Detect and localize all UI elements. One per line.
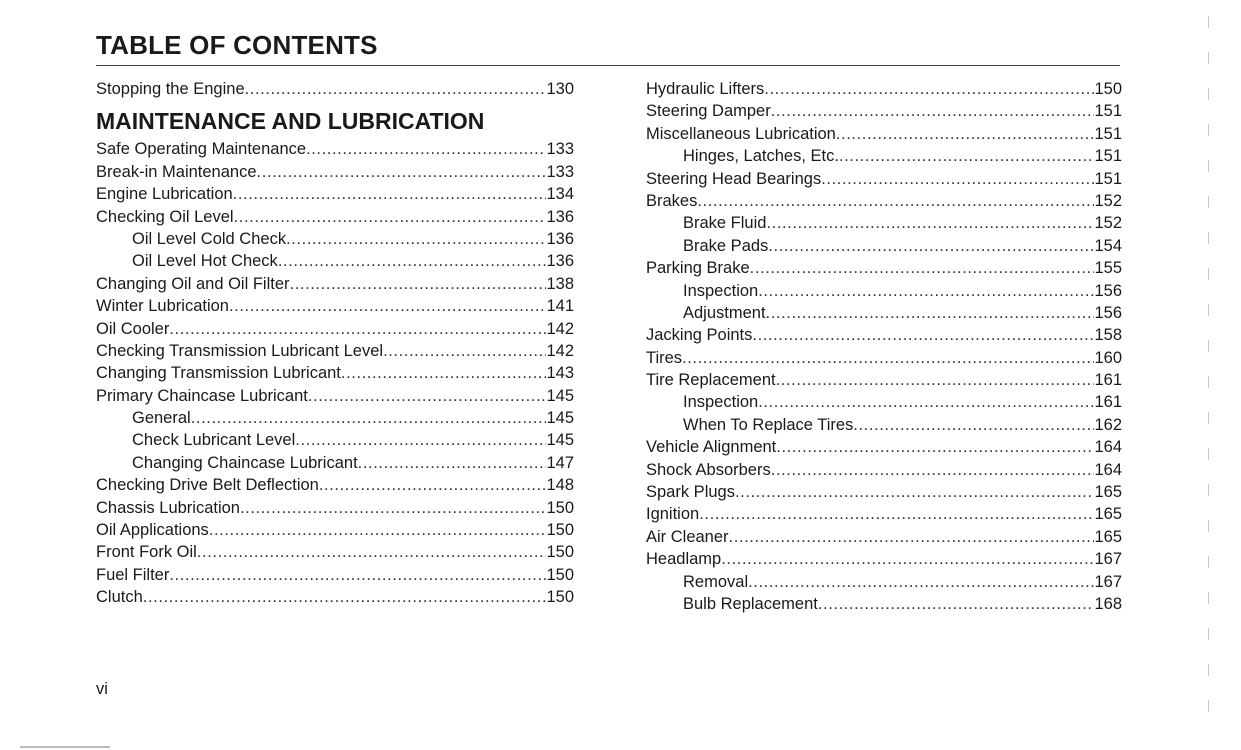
toc-entry-page: 150 — [546, 498, 574, 517]
toc-entry-page: 136 — [546, 229, 574, 248]
toc-entry-title: Oil Applications — [96, 521, 209, 540]
toc-right-entries — [646, 78, 1122, 615]
toc-entry-page: 150 — [546, 543, 574, 562]
toc-entry[interactable] — [96, 228, 574, 250]
edge-mark — [1208, 520, 1209, 532]
page-number: vi — [96, 680, 108, 698]
toc-entry-page: 165 — [1094, 483, 1122, 502]
edge-mark — [1208, 376, 1209, 388]
dot-leader — [839, 145, 1095, 167]
toc-entry-title: Break-in Maintenance — [96, 162, 257, 181]
toc-entry[interactable] — [96, 429, 574, 451]
toc-entry[interactable] — [646, 280, 1122, 302]
toc-entry[interactable] — [646, 571, 1122, 593]
dot-leader — [776, 369, 1095, 391]
toc-entry-title: Spark Plugs — [646, 483, 735, 502]
toc-entry-page: 151 — [1094, 147, 1122, 166]
dot-leader — [169, 564, 546, 586]
toc-entry-page: 162 — [1094, 415, 1122, 434]
dot-leader — [358, 452, 547, 474]
toc-entry-title: Stopping the Engine — [96, 80, 245, 98]
toc-entry-page: 165 — [1094, 527, 1122, 546]
dot-leader — [257, 161, 547, 183]
toc-entry-page: 145 — [546, 431, 574, 450]
dot-leader — [233, 183, 547, 205]
toc-entry-title: Shock Absorbers — [646, 460, 771, 479]
toc-entry-page: 154 — [1094, 236, 1122, 255]
toc-entry-title: Brake Fluid — [683, 214, 767, 233]
edge-mark — [1208, 340, 1209, 352]
toc-entry-page: 150 — [546, 565, 574, 584]
edge-mark — [1208, 484, 1209, 496]
toc-entry-title: Hydraulic Lifters — [646, 80, 765, 98]
edge-mark — [1208, 304, 1209, 316]
dot-leader — [766, 302, 1095, 324]
toc-entry[interactable] — [646, 302, 1122, 324]
toc-entry-title: Fuel Filter — [96, 565, 170, 584]
toc-entry[interactable] — [646, 257, 1122, 279]
toc-entry[interactable] — [646, 548, 1122, 570]
toc-entry[interactable] — [96, 78, 574, 100]
toc-entry-title: Tires — [646, 348, 683, 367]
toc-entry-title: Check Lubricant Level — [132, 431, 296, 450]
toc-entry-page: 133 — [546, 140, 574, 159]
toc-entry-page: 161 — [1094, 371, 1122, 390]
edge-mark — [1208, 88, 1209, 100]
toc-entry[interactable] — [96, 452, 574, 474]
toc-entry-title: Checking Oil Level — [96, 207, 234, 226]
edge-mark — [1208, 628, 1209, 640]
edge-mark — [1208, 196, 1209, 208]
toc-entry-title: Miscellaneous Lubrication — [646, 124, 836, 143]
toc-entry-page: 133 — [546, 162, 574, 181]
toc-entry[interactable] — [646, 459, 1122, 481]
toc-entry[interactable] — [646, 347, 1122, 369]
dot-leader — [776, 436, 1094, 458]
toc-entry-title: Checking Drive Belt Deflection — [96, 476, 319, 495]
toc-entry-page: 141 — [546, 297, 574, 316]
toc-entry[interactable] — [646, 391, 1122, 413]
dot-leader — [383, 340, 546, 362]
dot-leader — [697, 190, 1094, 212]
toc-entry-page: 151 — [1094, 102, 1122, 121]
edge-mark — [1208, 412, 1209, 424]
toc-entry-page: 150 — [546, 588, 574, 607]
toc-entry-title: Headlamp — [646, 550, 722, 569]
toc-entry-page: 160 — [1094, 348, 1122, 367]
dot-leader — [319, 474, 547, 496]
toc-entry-title: Vehicle Alignment — [646, 438, 777, 457]
edge-mark — [1208, 124, 1209, 136]
toc-entry-page: 164 — [1094, 438, 1122, 457]
toc-entry-page: 145 — [546, 386, 574, 405]
dot-leader — [191, 407, 547, 429]
toc-entry-page: 156 — [1094, 281, 1122, 300]
page-title: TABLE OF CONTENTS — [96, 30, 378, 60]
toc-entry-title: Air Cleaner — [646, 527, 729, 546]
toc-entry[interactable] — [646, 100, 1122, 122]
toc-entry-page: 143 — [546, 364, 574, 383]
toc-entry-title: Tire Replacement — [646, 371, 776, 390]
toc-entry-page: 152 — [1094, 191, 1122, 210]
toc-entry[interactable] — [96, 474, 574, 496]
toc-entry[interactable] — [646, 593, 1122, 615]
toc-entry-title: Front Fork Oil — [96, 543, 197, 562]
dot-leader — [290, 273, 547, 295]
toc-entry-title: Oil Cooler — [96, 319, 170, 338]
edge-mark — [1208, 16, 1209, 28]
toc-entry-page: 167 — [1094, 550, 1122, 569]
toc-entry[interactable] — [646, 481, 1122, 503]
title-rule — [96, 65, 1120, 66]
dot-leader — [818, 593, 1095, 615]
dot-leader — [768, 235, 1094, 257]
toc-entry-title: Inspection — [683, 281, 759, 300]
toc-entry-page: 161 — [1094, 393, 1122, 412]
dot-leader — [764, 78, 1094, 100]
dot-leader — [735, 481, 1095, 503]
toc-entry-title: Clutch — [96, 588, 143, 607]
toc-entry-title: Oil Level Cold Check — [132, 229, 287, 248]
dot-leader — [721, 548, 1094, 570]
toc-entry[interactable] — [646, 235, 1122, 257]
dot-leader — [752, 324, 1094, 346]
toc-entry-title: Changing Transmission Lubricant — [96, 364, 341, 383]
toc-entry-page: 151 — [1094, 124, 1122, 143]
dot-leader — [295, 429, 546, 451]
toc-entry-title: Oil Level Hot Check — [132, 252, 278, 271]
scan-edge-marks — [1208, 16, 1210, 716]
toc-entry-page: 168 — [1094, 594, 1122, 613]
toc-entry[interactable] — [646, 78, 1122, 100]
dot-leader — [197, 541, 547, 563]
toc-entry-title: Parking Brake — [646, 259, 750, 278]
toc-entry-title: Jacking Points — [646, 326, 753, 345]
toc-entry-page: 151 — [1094, 169, 1122, 188]
toc-right-column — [646, 78, 1122, 615]
dot-leader — [758, 280, 1094, 302]
edge-mark — [1208, 448, 1209, 460]
toc-entry-title: Primary Chaincase Lubricant — [96, 386, 308, 405]
toc-entry[interactable] — [96, 250, 574, 272]
toc-entry[interactable] — [646, 526, 1122, 548]
toc-entry-page: 130 — [546, 80, 574, 98]
toc-entry-title: Brakes — [646, 191, 698, 210]
toc-entry-title: Chassis Lubrication — [96, 498, 240, 517]
toc-entry-title: Safe Operating Maintenance — [96, 140, 307, 159]
dot-leader — [699, 503, 1094, 525]
dot-leader — [245, 78, 547, 100]
edge-mark — [1208, 664, 1209, 676]
toc-left-entries — [96, 138, 574, 608]
toc-entry-title: General — [132, 409, 191, 428]
toc-entry[interactable] — [96, 586, 574, 608]
toc-entry-title: Winter Lubrication — [96, 297, 229, 316]
dot-leader — [308, 385, 547, 407]
toc-entry-title: Changing Chaincase Lubricant — [132, 453, 358, 472]
dot-leader — [766, 212, 1094, 234]
toc-entry-page: 147 — [546, 453, 574, 472]
toc-entry-page: 142 — [546, 319, 574, 338]
dot-leader — [771, 100, 1095, 122]
toc-entry[interactable] — [96, 519, 574, 541]
toc-entry[interactable] — [646, 414, 1122, 436]
section-heading: MAINTENANCE AND LUBRICATION — [96, 108, 485, 135]
toc-entry-title: Engine Lubrication — [96, 185, 233, 204]
dot-leader — [341, 362, 547, 384]
toc-entry-page: 148 — [546, 476, 574, 495]
edge-mark — [1208, 700, 1209, 712]
dot-leader — [286, 228, 546, 250]
toc-entry[interactable] — [96, 138, 574, 160]
dot-leader — [758, 391, 1094, 413]
toc-entry[interactable] — [96, 318, 574, 340]
toc-entry[interactable] — [646, 123, 1122, 145]
edge-mark — [1208, 268, 1209, 280]
toc-entry[interactable] — [96, 385, 574, 407]
toc-entry-page: 167 — [1094, 572, 1122, 591]
toc-entry-page: 165 — [1094, 505, 1122, 524]
toc-entry[interactable] — [96, 564, 574, 586]
toc-entry-page: 136 — [546, 207, 574, 226]
edge-mark — [1208, 232, 1209, 244]
toc-entry[interactable] — [646, 190, 1122, 212]
toc-entry-title: Ignition — [646, 505, 700, 524]
toc-entry[interactable] — [646, 503, 1122, 525]
toc-entry[interactable] — [646, 324, 1122, 346]
toc-entry-page: 145 — [546, 409, 574, 428]
toc-entry-title: Steering Head Bearings — [646, 169, 822, 188]
toc-entry-title: Removal — [683, 572, 749, 591]
toc-entry-page: 155 — [1094, 259, 1122, 278]
toc-entry-page: 136 — [546, 252, 574, 271]
dot-leader — [836, 123, 1095, 145]
toc-entry-page: 156 — [1094, 303, 1122, 322]
dot-leader — [748, 571, 1094, 593]
toc-entry-title: Hinges, Latches, Etc. — [683, 147, 839, 166]
dot-leader — [234, 206, 547, 228]
toc-entry[interactable] — [96, 362, 574, 384]
toc-entry[interactable] — [646, 436, 1122, 458]
toc-entry-page: 150 — [546, 521, 574, 540]
toc-entry-title: Inspection — [683, 393, 759, 412]
toc-entry-page: 158 — [1094, 326, 1122, 345]
toc-entry[interactable] — [646, 145, 1122, 167]
toc-entry-title: Adjustment — [683, 303, 766, 322]
dot-leader — [278, 250, 547, 272]
toc-entry-page: 138 — [546, 274, 574, 293]
dot-leader — [771, 459, 1095, 481]
toc-left-column — [96, 78, 574, 609]
dot-leader — [229, 295, 546, 317]
dot-leader — [240, 497, 546, 519]
dot-leader — [306, 138, 546, 160]
edge-mark — [1208, 592, 1209, 604]
edge-mark — [1208, 556, 1209, 568]
toc-entry-title: Bulb Replacement — [683, 594, 818, 613]
toc-entry[interactable] — [646, 369, 1122, 391]
toc-entry[interactable] — [96, 183, 574, 205]
toc-entry-page: 134 — [546, 185, 574, 204]
dot-leader — [750, 257, 1095, 279]
edge-mark — [1208, 160, 1209, 172]
toc-entry[interactable] — [96, 295, 574, 317]
scan-bottom-mark — [20, 746, 110, 748]
toc-entry-page: 164 — [1094, 460, 1122, 479]
dot-leader — [209, 519, 547, 541]
toc-entry[interactable] — [646, 168, 1122, 190]
toc-entry-title: Steering Damper — [646, 102, 771, 121]
toc-entry[interactable] — [96, 161, 574, 183]
toc-entry[interactable] — [96, 206, 574, 228]
toc-entry-page: 150 — [1094, 80, 1122, 98]
toc-entry-title: Checking Transmission Lubricant Level — [96, 341, 384, 360]
dot-leader — [729, 526, 1095, 548]
toc-entry[interactable] — [96, 407, 574, 429]
toc-entry-page: 152 — [1094, 214, 1122, 233]
toc-entry[interactable] — [96, 497, 574, 519]
toc-entry[interactable] — [96, 541, 574, 563]
toc-entry-title: Changing Oil and Oil Filter — [96, 274, 290, 293]
toc-entry-page: 142 — [546, 341, 574, 360]
toc-left-top-entries — [96, 78, 574, 100]
toc-entry[interactable] — [646, 212, 1122, 234]
edge-mark — [1208, 52, 1209, 64]
dot-leader — [143, 586, 547, 608]
toc-entry-title: When To Replace Tires — [683, 415, 854, 434]
dot-leader — [853, 414, 1094, 436]
toc-entry[interactable] — [96, 273, 574, 295]
dot-leader — [682, 347, 1094, 369]
toc-entry[interactable] — [96, 340, 574, 362]
dot-leader — [821, 168, 1094, 190]
dot-leader — [169, 318, 546, 340]
toc-entry-title: Brake Pads — [683, 236, 769, 255]
